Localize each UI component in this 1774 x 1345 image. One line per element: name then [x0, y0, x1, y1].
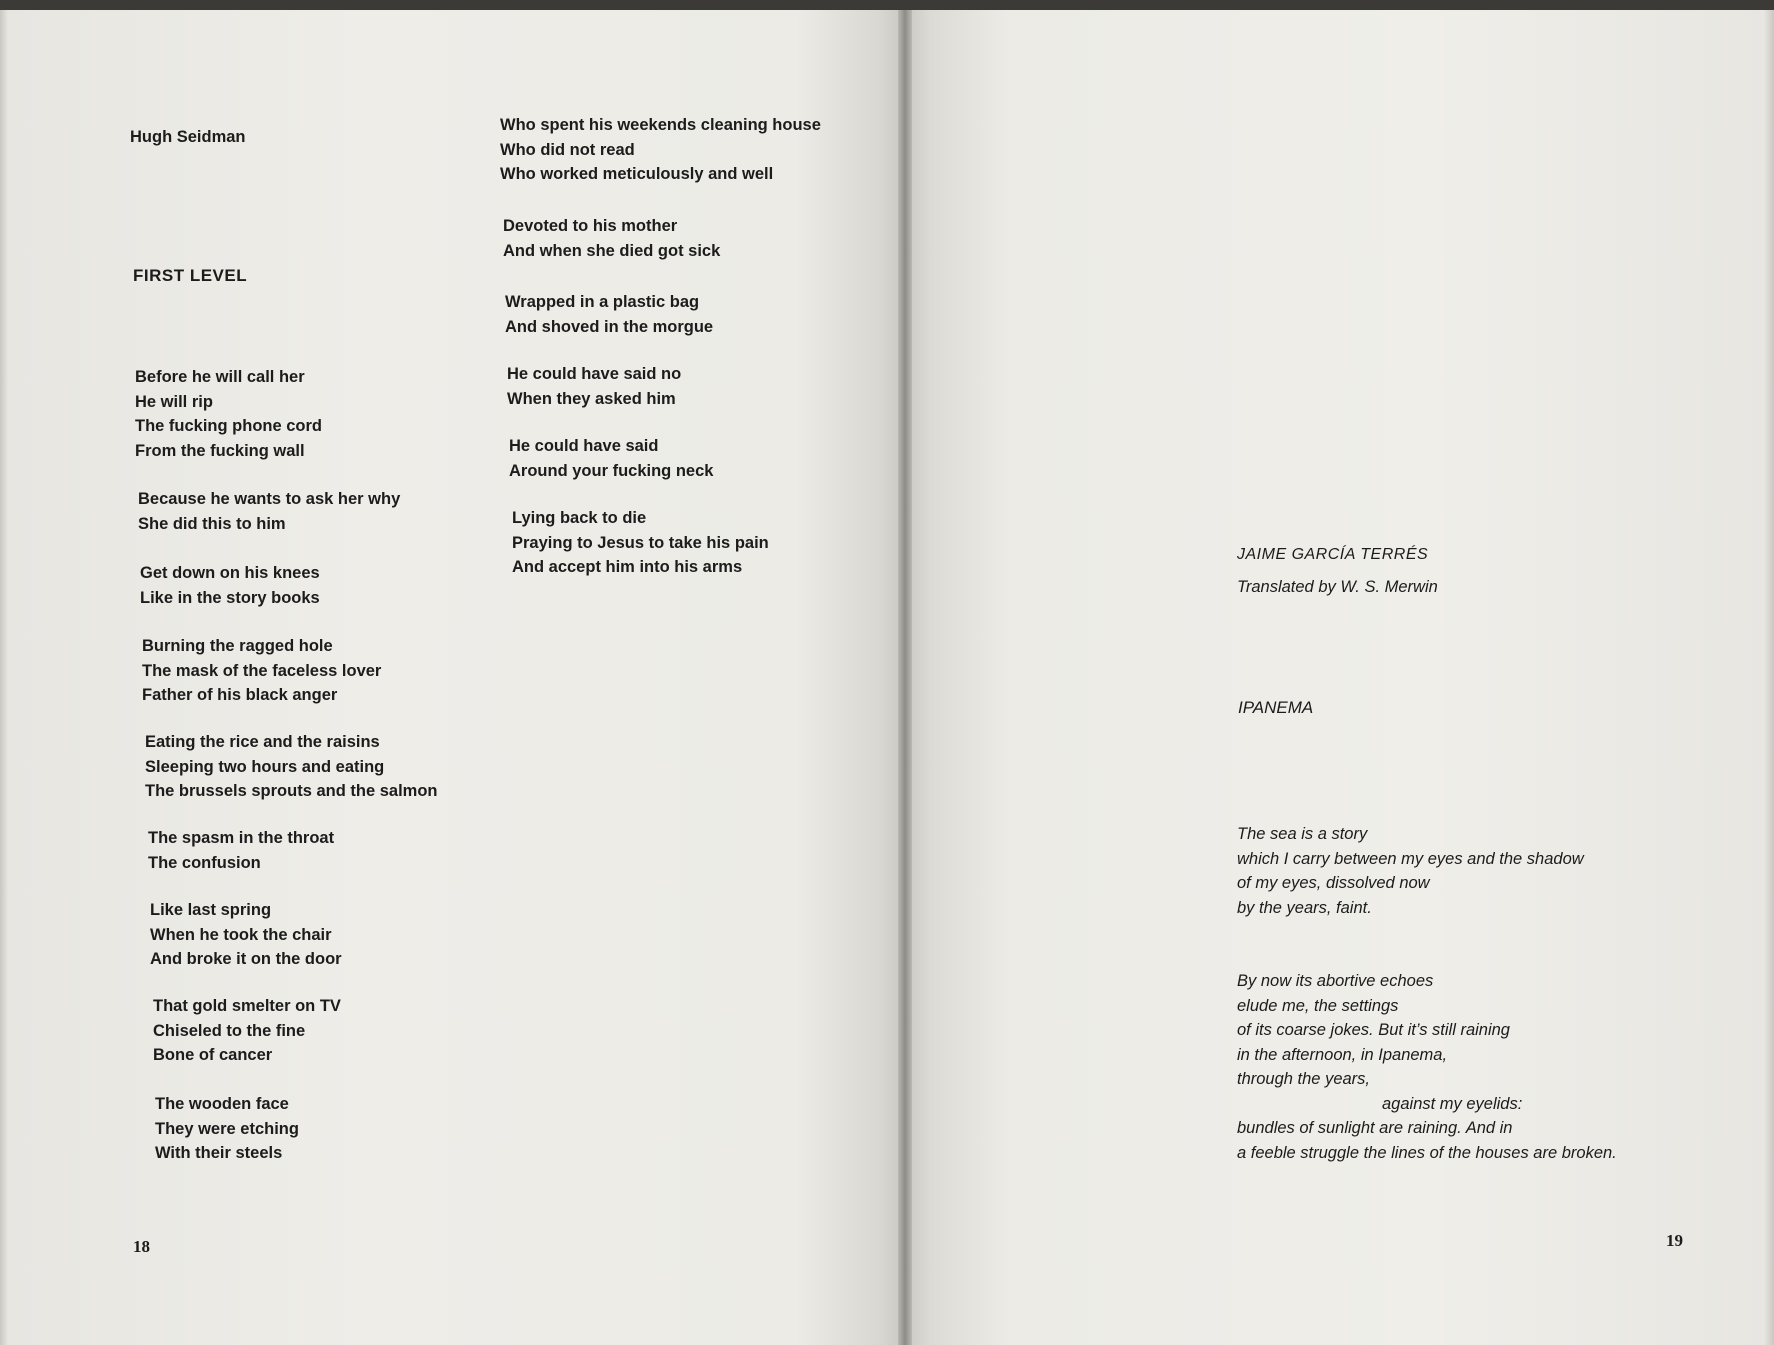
stanza: [507, 362, 681, 411]
poem-line: From the fucking wall: [135, 441, 305, 460]
poem-line: Devoted to his mother: [503, 217, 678, 235]
poem-line: With their steels: [155, 1144, 283, 1162]
poem-line: He will rip: [135, 392, 213, 411]
poem-line: The fucking phone cord: [135, 417, 323, 435]
poem-line: The confusion: [148, 853, 261, 872]
poem-line: Burning the ragged hole: [142, 637, 333, 655]
book-gutter: [898, 10, 912, 1345]
poem-line: Wrapped in a plastic bag: [505, 293, 700, 311]
poem-line: which I carry between my eyes and the shadow: [1237, 849, 1584, 868]
page-number-right: 19: [1666, 1231, 1683, 1250]
poem-line: bundles of sunlight are raining. And in: [1237, 1119, 1513, 1137]
poem-line: Father of his black anger: [142, 686, 338, 704]
poem-line: Who worked meticulously and well: [500, 165, 774, 183]
stanza: [512, 506, 769, 580]
stanza: [148, 826, 334, 875]
poem-line: against my eyelids:: [1382, 1094, 1523, 1113]
poem-line: He could have said: [509, 437, 659, 455]
poem-line: Who did not read: [500, 140, 635, 159]
poem-line: in the afternoon, in Ipanema,: [1237, 1045, 1448, 1064]
poem-line: Like last spring: [150, 901, 272, 919]
poem-line: She did this to him: [138, 514, 286, 533]
left-page: [0, 10, 905, 1345]
page-number-left: 18: [133, 1237, 150, 1256]
poem-line: When he took the chair: [150, 925, 332, 944]
poem-line: of its coarse jokes. But it’s still raining: [1237, 1021, 1510, 1039]
author-name: Hugh Seidman: [130, 128, 246, 146]
left-page-edge: [0, 10, 8, 1345]
stanza: [1237, 822, 1584, 920]
stanza: [140, 561, 320, 610]
stanza: [503, 214, 720, 263]
translated-author-name: JAIME GARCÍA TERRÉS: [1237, 546, 1429, 563]
poem-line: Chiseled to the fine: [153, 1021, 306, 1040]
poem-line: through the years,: [1237, 1070, 1370, 1088]
poem-line: And broke it on the door: [150, 950, 342, 968]
poem-line: of my eyes, dissolved now: [1237, 874, 1430, 892]
poem-line: The spasm in the throat: [148, 829, 335, 847]
poem-line: by the years, faint.: [1237, 898, 1372, 917]
poem-line: Who spent his weekends cleaning house: [500, 116, 821, 134]
stanza: [1237, 969, 1617, 1165]
stanza: [142, 634, 381, 708]
poem-line: Around your fucking neck: [509, 461, 714, 480]
poem-line: They were etching: [155, 1119, 299, 1138]
poem-line: And when she died got sick: [503, 241, 721, 260]
poem-title: FIRST LEVEL: [133, 266, 248, 285]
stanza: [153, 994, 341, 1068]
stanza: [135, 365, 322, 463]
stanza: [500, 113, 821, 187]
poem-line: He could have said no: [507, 365, 682, 383]
poem-line: Eating the rice and the raisins: [145, 733, 380, 751]
poem-line: Bone of cancer: [153, 1046, 273, 1064]
stanza: [150, 898, 342, 972]
poem-line: The brussels sprouts and the salmon: [145, 782, 438, 800]
poem-line: When they asked him: [507, 389, 676, 408]
poem-line: Praying to Jesus to take his pain: [512, 533, 769, 552]
right-page-edge: [1764, 10, 1774, 1345]
poem-line: The wooden face: [155, 1095, 289, 1113]
poem-line: And accept him into his arms: [512, 558, 743, 576]
poem-line: Like in the story books: [140, 588, 320, 607]
poem-line: elude me, the settings: [1237, 996, 1399, 1015]
stanza: [145, 730, 437, 804]
poem-line: Because he wants to ask her why: [138, 490, 401, 508]
poem-line: The mask of the faceless lover: [142, 661, 382, 680]
poem-line: The sea is a story: [1237, 825, 1368, 843]
stanza: [509, 434, 713, 483]
translator-credit: Translated by W. S. Merwin: [1237, 578, 1438, 596]
poem-line: And shoved in the morgue: [505, 317, 714, 336]
poem-line: Lying back to die: [512, 509, 647, 527]
poem-line: a feeble struggle the lines of the houses are broken.: [1237, 1143, 1617, 1162]
stanza: [138, 487, 400, 536]
poem-line: Get down on his knees: [140, 564, 320, 582]
poem-line: Before he will call her: [135, 368, 305, 386]
poem-line: That gold smelter on TV: [153, 997, 341, 1015]
stanza: [155, 1092, 299, 1166]
stanza: [505, 290, 713, 339]
poem-title-ipanema: IPANEMA: [1238, 698, 1314, 717]
poem-line: By now its abortive echoes: [1237, 972, 1434, 990]
poem-line: Sleeping two hours and eating: [145, 757, 385, 776]
